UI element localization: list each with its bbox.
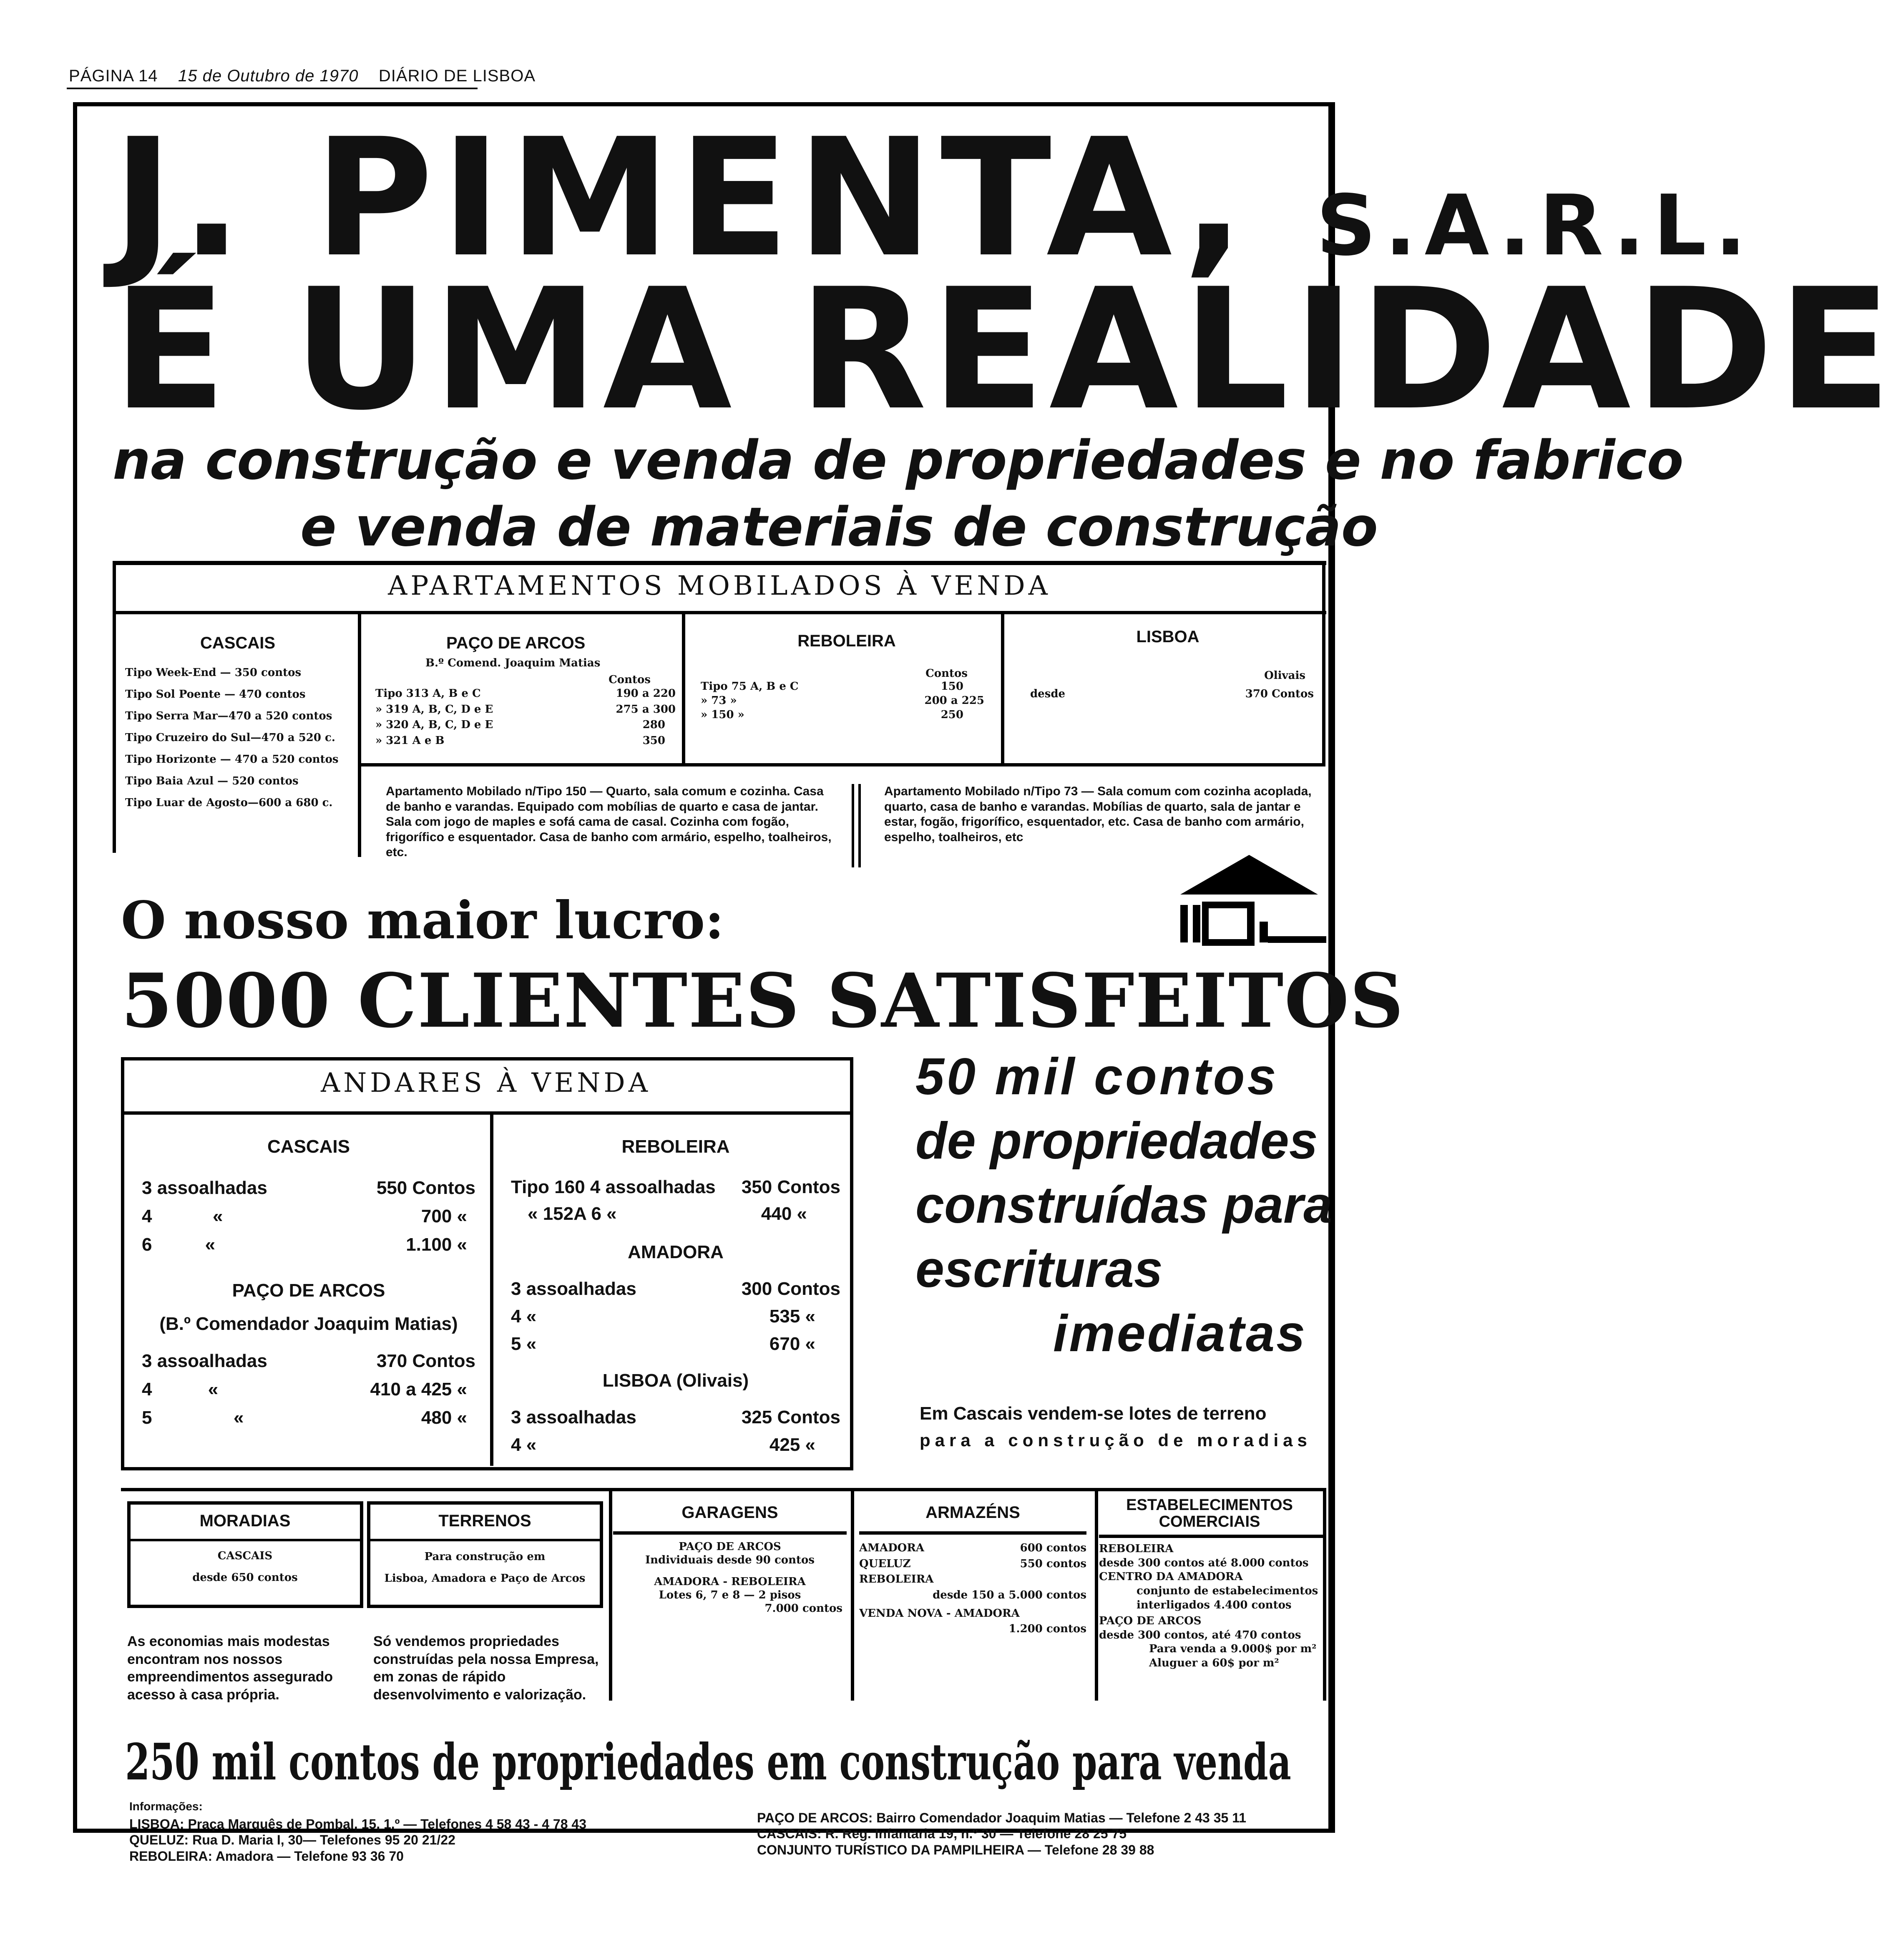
- andares-amadora-title: AMADORA: [628, 1241, 724, 1262]
- apt-cascais-item: Tipo Luar de Agosto—600 a 680 c.: [125, 797, 333, 809]
- terrenos-line-2: Lisboa, Amadora e Paço de Arcos: [384, 1572, 586, 1585]
- headline-subline-2: e venda de materiais de construção: [300, 496, 1378, 558]
- andares-cascais-tipo: 4: [142, 1206, 152, 1227]
- armazens-local: VENDA NOVA - AMADORA: [859, 1607, 1020, 1620]
- garagens-rule: [613, 1531, 847, 1535]
- lucro-line-1: O nosso maior lucro:: [121, 890, 724, 951]
- apt-paco-valor: 190 a 220: [616, 687, 676, 700]
- andares-reboleira-valor: 350 Contos: [741, 1177, 840, 1197]
- info-lisboa: LISBOA: Praça Marquês de Pombal, 15, 1.º — Telefones 4 58 43 - 4 78 43: [129, 1817, 586, 1832]
- apt-cascais-title: CASCAIS: [200, 634, 276, 652]
- apt-reboleira-valor: 200 a 225: [924, 694, 984, 707]
- andares-cascais-valor: 700 «: [421, 1206, 467, 1227]
- armazens-local: REBOLEIRA: [859, 1573, 934, 1586]
- apt-lisboa-title: LISBOA: [1136, 628, 1199, 646]
- andares-lisboa-tipo: 4 «: [511, 1434, 537, 1455]
- terrenos-rule: [367, 1539, 603, 1541]
- andares-paco-valor: 410 a 425 «: [370, 1379, 467, 1400]
- apt-reboleira-valor: 250: [940, 708, 963, 721]
- apartamentos-title: APARTAMENTOS MOBILADOS À VENDA: [388, 570, 1051, 601]
- apt-cascais-item: Tipo Week-End — 350 contos: [125, 666, 302, 679]
- andares-lisboa-valor: 325 Contos: [741, 1407, 840, 1427]
- terrenos-title: TERRENOS: [438, 1512, 531, 1530]
- estab-line: conjunto de estabelecimentos: [1137, 1585, 1318, 1598]
- promo-lotes-1: Em Cascais vendem-se lotes de terreno: [920, 1403, 1267, 1424]
- apartamentos-bottom-rule: [358, 763, 1325, 766]
- garagens-line-1: PAÇO DE ARCOS: [679, 1540, 781, 1553]
- estabelecimentos: [1099, 1497, 1320, 1671]
- estab-line: Para venda a 9.000$ por m²: [1149, 1643, 1317, 1656]
- apt-cascais-item: Tipo Cruzeiro do Sul—470 a 520 c.: [125, 731, 335, 744]
- page-number: PÁGINA 14: [69, 67, 158, 85]
- apt-reboleira-tipo: » 73 »: [701, 694, 737, 707]
- bottom-right-edge: [1323, 1488, 1326, 1701]
- moradias: [127, 1512, 363, 1584]
- andares-title-rule: [121, 1111, 851, 1115]
- apt-cascais: [125, 634, 350, 814]
- desc-sep: [852, 784, 854, 867]
- andares-title: ANDARES À VENDA: [321, 1068, 651, 1098]
- andares-cascais-marker: «: [205, 1234, 216, 1255]
- andares-amadora-valor: 535 «: [769, 1306, 815, 1327]
- apt-paco-valor: 275 a 300: [616, 703, 676, 716]
- info-cascais: CASCAIS: R. Reg. Infantaria 19, n.º 30 — Telefone 28 25 75: [757, 1826, 1127, 1842]
- andares-paco-marker: «: [233, 1407, 244, 1428]
- apt-paco-tipo: » 321 A e B: [375, 734, 445, 747]
- section-left-rule: [113, 561, 116, 853]
- andares-amadora-valor: 670 «: [769, 1333, 815, 1354]
- andares-amadora-tipo: 5 «: [511, 1333, 537, 1354]
- apt-paco-valor: 350: [642, 734, 665, 747]
- andares-lisboa-valor: 425 «: [769, 1434, 815, 1455]
- info-right: [757, 1810, 1246, 1858]
- andares-paco-title: PAÇO DE ARCOS: [232, 1280, 385, 1301]
- andares-paco-tipo: 3 assoalhadas: [142, 1350, 267, 1371]
- promo-lotes-2: para a construção de moradias: [920, 1430, 1312, 1450]
- apt-tipo150-description: Apartamento Mobilado n/Tipo 150 — Quarto, sala comum e cozinha. Casa de banho e varandas. Equipado com mobílias de quarto e casa de jantar. Sala com jogo de maples e sofá cama de casal. Cozinha com fogão, frigorífico e esquentador. Casa de banho com armário, espelho, toalheiros, etc.: [386, 784, 832, 859]
- armazens-valor: 600 contos: [1020, 1542, 1086, 1554]
- andares-cascais-title: CASCAIS: [267, 1136, 350, 1157]
- moradias-description: As economias mais modestas encontram nos nossos empreendimentos assegurado acesso à casa própria.: [127, 1633, 333, 1703]
- apt-paco-tipo: Tipo 313 A, B e C: [375, 687, 481, 700]
- headline-subline-1: na construção e venda de propriedades e no fabrico: [113, 430, 1684, 492]
- info-pampilheira: CONJUNTO TURÍSTICO DA PAMPILHEIRA — Telefone 28 39 88: [757, 1842, 1154, 1857]
- apt-paco-valor: 280: [642, 719, 665, 731]
- andares-amadora-valor: 300 Contos: [741, 1278, 840, 1299]
- andares-cascais-tipo: 3 assoalhadas: [142, 1178, 267, 1198]
- apt-paco-tipo: » 320 A, B, C, D e E: [375, 719, 493, 731]
- bottom-right-rule: [1095, 1488, 1098, 1701]
- estab-line: desde 300 contos, até 470 contos: [1099, 1628, 1301, 1641]
- apt-reboleira-title: REBOLEIRA: [797, 632, 896, 650]
- apt-paco-contos: Contos: [609, 673, 651, 686]
- apt-reboleira-tipo: » 150 »: [701, 708, 744, 721]
- apt-cascais-item: Tipo Serra Mar—470 a 520 contos: [125, 710, 332, 722]
- estab-line: REBOLEIRA: [1099, 1542, 1174, 1555]
- andares-col-sep: [490, 1111, 493, 1466]
- company-name: J. PIMENTA,: [113, 103, 1252, 293]
- moradias-valor: desde 650 contos: [192, 1571, 298, 1584]
- promo-block: [915, 1048, 1333, 1362]
- info-reboleira: REBOLEIRA: Amadora — Telefone 93 36 70: [129, 1848, 404, 1864]
- andares-lisboa-tipo: 3 assoalhadas: [511, 1407, 636, 1427]
- garagens-title: GARAGENS: [681, 1503, 778, 1522]
- promo-line-2: de propriedades: [915, 1112, 1318, 1170]
- issue-date: 15 de Outubro de 1970: [178, 67, 359, 85]
- info-queluz: QUELUZ: Rua D. Maria I, 30— Telefones 95 20 21/22: [129, 1832, 455, 1848]
- andares-reboleira-title: REBOLEIRA: [621, 1136, 730, 1157]
- andares-reboleira-valor: 440 «: [761, 1203, 807, 1224]
- apt-cascais-item: Tipo Sol Poente — 470 contos: [125, 688, 306, 701]
- apt-paco-tipo: » 319 A, B, C, D e E: [375, 703, 493, 716]
- garagens-line-3: AMADORA - REBOLEIRA: [654, 1576, 806, 1588]
- andares-paco-tipo: 4: [142, 1379, 152, 1400]
- moradias-rule: [127, 1539, 363, 1541]
- section-rule: [113, 561, 1326, 565]
- info-left: [129, 1816, 586, 1864]
- col-sep: [358, 611, 361, 857]
- col-sep: [682, 611, 685, 765]
- masthead-rule: [67, 88, 478, 89]
- apt-lisboa-olivais: Olivais: [1264, 669, 1305, 682]
- armazens-valor: 550 contos: [1020, 1557, 1086, 1570]
- andares-paco-subtitle: (B.º Comendador Joaquim Matias): [159, 1313, 458, 1334]
- promo-line-1: 50 mil contos: [915, 1048, 1279, 1106]
- garagens-line-4: Lotes 6, 7 e 8 — 2 pisos: [659, 1589, 801, 1601]
- apartamentos-title-rule: [113, 611, 1326, 614]
- headline-realidade: É UMA REALIDADE: [113, 253, 1896, 447]
- apt-reboleira-contos: Contos: [925, 667, 968, 680]
- garagens-line-2: Individuais desde 90 contos: [645, 1554, 815, 1566]
- promo-line-4: escrituras: [915, 1241, 1163, 1298]
- andares-left: [142, 1136, 475, 1432]
- apt-lisboa: [1018, 628, 1318, 700]
- info-paco: PAÇO DE ARCOS: Bairro Comendador Joaquim Matias — Telefone 2 43 35 11: [757, 1810, 1247, 1825]
- armazens-range: desde 150 a 5.000 contos: [933, 1589, 1086, 1602]
- terrenos: [367, 1512, 603, 1585]
- garagens-sep: [609, 1488, 612, 1701]
- house-logo-icon: [1172, 851, 1326, 947]
- apt-lisboa-desde: desde: [1030, 688, 1066, 700]
- apt-lisboa-valor: 370 Contos: [1245, 688, 1314, 700]
- andares-reboleira-tipo: « 152A 6 «: [528, 1203, 617, 1224]
- apt-reboleira: [701, 632, 993, 722]
- garagens: [613, 1503, 847, 1615]
- estab-line: PAÇO DE ARCOS: [1099, 1614, 1202, 1627]
- armazens: [859, 1503, 1086, 1637]
- moradias-sub: CASCAIS: [217, 1550, 273, 1562]
- estab-line: interligados 4.400 contos: [1137, 1598, 1292, 1611]
- armazens-valor: 1.200 contos: [1008, 1623, 1086, 1636]
- armazens-rule: [859, 1531, 1086, 1535]
- armazens-local: AMADORA: [859, 1542, 925, 1554]
- apt-reboleira-tipo: Tipo 75 A, B e C: [701, 680, 799, 693]
- footer-headline: 250 mil contos de propriedades em construção para venda: [125, 1733, 1291, 1792]
- bottom-top-rule: [121, 1488, 1326, 1491]
- andares-lisboa-title: LISBOA (Olivais): [602, 1370, 749, 1391]
- terrenos-line-1: Para construção em: [424, 1550, 546, 1563]
- armazens-sep: [851, 1488, 854, 1701]
- apt-paco-subtitle: B.º Comend. Joaquim Matias: [425, 657, 601, 669]
- andares-right: [511, 1136, 840, 1459]
- estab-line: Aluguer a 60$ por m²: [1149, 1657, 1279, 1670]
- andares-amadora-tipo: 3 assoalhadas: [511, 1278, 636, 1299]
- andares-paco-valor: 480 «: [421, 1407, 467, 1428]
- andares-cascais-marker: «: [212, 1206, 223, 1227]
- apt-paco: [375, 634, 676, 749]
- apt-cascais-item: Tipo Baia Azul — 520 contos: [125, 775, 299, 787]
- desc-sep: [858, 784, 861, 867]
- armazens-title: ARMAZÉNS: [925, 1503, 1020, 1522]
- apt-paco-title: PAÇO DE ARCOS: [446, 634, 586, 652]
- andares-paco-marker: «: [208, 1379, 219, 1400]
- info-label: Informações:: [129, 1800, 203, 1813]
- company-suffix: S.A.R.L.: [1316, 177, 1755, 274]
- garagens-line-5: 7.000 contos: [764, 1602, 842, 1615]
- estab-title: ESTABELECIMENTOS COMERCIAIS: [1126, 1496, 1293, 1530]
- andares-reboleira-tipo: Tipo 160 4 assoalhadas: [511, 1177, 716, 1197]
- estab-rule: [1099, 1535, 1324, 1538]
- apt-cascais-item: Tipo Horizonte — 470 a 520 contos: [125, 753, 339, 766]
- col-sep: [1001, 611, 1004, 765]
- moradias-title: MORADIAS: [199, 1512, 291, 1530]
- andares-paco-valor: 370 Contos: [376, 1350, 475, 1371]
- andares-cascais-valor: 550 Contos: [376, 1178, 475, 1198]
- andares-cascais-tipo: 6: [142, 1234, 152, 1255]
- apt-reboleira-valor: 150: [940, 680, 963, 693]
- newspaper-name: DIÁRIO DE LISBOA: [378, 67, 536, 85]
- promo-line-3: construídas para: [915, 1176, 1333, 1234]
- masthead: [69, 67, 536, 85]
- lucro-line-2: 5000 CLIENTES SATISFEITOS: [121, 957, 1405, 1044]
- andares-amadora-tipo: 4 «: [511, 1306, 537, 1327]
- estab-line: CENTRO DA AMADORA: [1099, 1571, 1243, 1583]
- andares-cascais-valor: 1.100 «: [406, 1234, 467, 1255]
- andares-paco-tipo: 5: [142, 1407, 152, 1428]
- promo-line-5: imediatas: [1053, 1305, 1307, 1362]
- terrenos-description: Só vendemos propriedades construídas pela nossa Empresa, em zonas de rápido desenvolvimento e valorização.: [373, 1633, 599, 1703]
- armazens-local: QUELUZ: [859, 1557, 911, 1570]
- apt-tipo73-description: Apartamento Mobilado n/Tipo 73 — Sala comum com cozinha acoplada, quarto, casa de banho e varandas. Mobílias de quarto, sala de jantar e estar, fogão, frigorífico, esquentador, etc. Casa de banho com armário, espelho, toalheiros, etc: [884, 784, 1312, 844]
- estab-line: desde 300 contos até 8.000 contos: [1099, 1556, 1309, 1569]
